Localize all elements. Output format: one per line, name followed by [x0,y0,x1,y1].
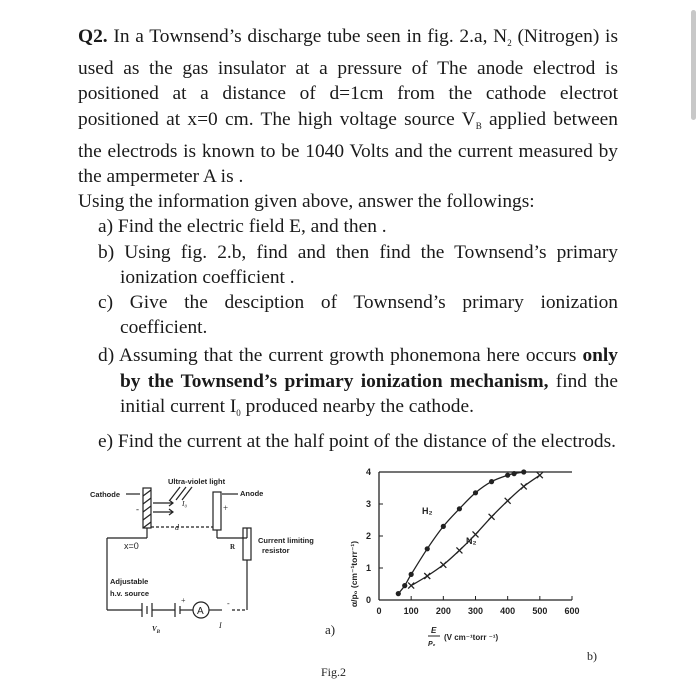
data-point [396,591,401,596]
x-axis-units: (V cm⁻¹torr ⁻¹) [444,633,499,642]
i0-subscript: 0 [236,407,241,418]
plus-top-label: + [223,503,229,513]
item-b: b) Using fig. 2.b, find and then find the Townsend’s primary ionization coefficient . [98,241,618,288]
data-point [456,547,462,553]
item-d-part2: find the initial current I [120,370,618,417]
y-tick-label: 2 [365,531,371,541]
minus-top-label: - [136,504,139,514]
x-axis-frac-bottom: P₀ [428,641,436,648]
y-tick-label: 4 [365,467,371,477]
y-tick-label: 1 [365,563,371,573]
chart-series-labels [422,506,477,546]
x-tick-label: 600 [564,606,580,616]
hatch [143,490,151,496]
x-tick-label: 100 [403,606,419,616]
vb-label: $V_B$ [152,625,161,635]
x-tick-label: 500 [532,606,548,616]
minus-bottom-label: - [227,599,230,608]
distance-d-label: d [175,523,179,532]
plus-bottom-label: + [181,596,186,605]
hatch [143,506,151,512]
series-label-h: H₂ [422,506,433,516]
data-point [521,469,526,474]
n2-subscript: 2 [507,38,512,48]
uv-light-label: Ultra-violet light [168,477,226,486]
hatch [143,522,151,528]
y-tick-label: 3 [365,499,371,509]
alpha-chart [349,467,597,663]
data-point [521,483,527,489]
cathode-label: Cathode [90,490,120,499]
x-axis-frac-top: E [431,626,437,635]
vb-subscript: B [475,120,482,131]
item-d-part3: produced nearby the cathode. [240,395,474,417]
item-d-part1: d) Assuming that the current growth phonemona here occurs [98,345,583,367]
i0-label: I₀ [182,499,188,508]
resistor-label-2: resistor [262,546,290,555]
data-point [457,506,462,511]
item-c: c) Give the desciption of Townsend’s primary ionization coefficient. [98,292,618,339]
y-axis-label: α/p₀ (cm⁻¹torr⁻¹) [349,540,359,608]
figure-b-caption: b) [587,649,597,663]
data-point [402,583,407,588]
data-point [424,573,430,579]
data-point [408,583,414,589]
series-line-h [398,472,523,594]
item-a: a) Find the electric field E, and then . [98,216,387,238]
y-tick-label: 0 [365,595,371,605]
data-point [441,524,446,529]
x-tick-label: 200 [435,606,451,616]
x-tick-label: 0 [376,606,382,616]
uv-ray [170,487,180,500]
current-i-label: I [219,621,222,630]
item-d-bold: only by the Townsend’s primary ionization mechanism, [120,345,618,392]
instructions: Using the information given above, answer the followings: [78,191,535,213]
cathode-plate [143,488,151,528]
resistor-r-label: R [230,543,236,551]
data-point [425,546,430,551]
question-body-3: applied between the electrods is known to be 1040 Volts and the current measured by the ampermeter A is . [78,108,618,188]
x-tick-label: 300 [467,606,484,616]
figure-a-caption: a) [325,622,336,637]
data-point [505,473,510,478]
hatch [143,514,151,520]
item-e: e) Find the current at the half point of the distance of the electrods. [98,431,616,453]
question-number: Q2. [78,26,108,47]
anode-plate [213,492,221,530]
chart-series [398,472,540,594]
x0-label: x=0 [124,541,139,551]
data-point [440,562,446,568]
data-point [505,498,511,504]
question-body-1: In a Townsend’s discharge tube seen in fig. 2.a, N [107,26,508,47]
data-point [409,572,414,577]
resistor-label-1: Current limiting [258,536,314,545]
data-point [489,479,494,484]
figure-caption: Fig.2 [321,665,347,679]
hatch [143,498,151,504]
x-tick-label: 400 [500,606,516,616]
source-label-2: h.v. source [110,589,150,598]
data-point [489,514,495,520]
question-body-2: (Nitrogen) is used as the gas insulator at a pressure of The anode electrod is positioned at a distance of d=1cm from the cathode electrot positioned at x=0 cm. The high voltage source V [78,26,618,130]
data-point [473,490,478,495]
circuit-diagram [90,477,335,637]
data-point [537,472,543,478]
data-point [511,471,516,476]
ammeter-label: A [197,606,204,617]
source-label-1: Adjustable [110,577,149,586]
anode-label: Anode [240,489,264,498]
series-label-n: N₂ [466,536,477,546]
